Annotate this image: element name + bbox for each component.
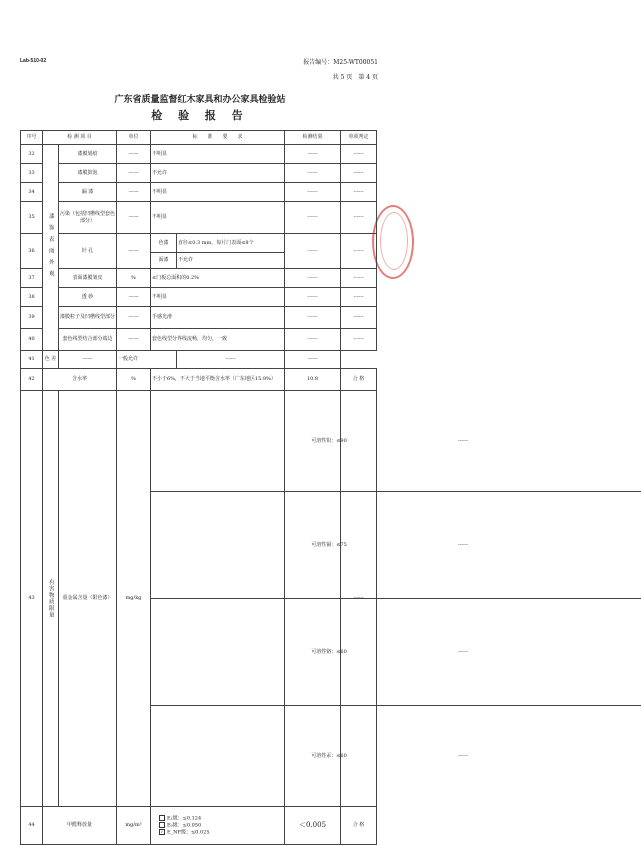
report-number: 报告编号：M25-WT00051 <box>303 59 378 66</box>
row-number: 44 <box>21 807 43 845</box>
row-number: 41 <box>21 351 43 369</box>
result: ------ <box>285 288 341 307</box>
item-name: 污染（包括凹槽线型套色部分） <box>59 202 117 234</box>
item-name: 套色线型结合部分端边 <box>59 329 117 351</box>
requirement: ≤门板总面积的0.2% <box>151 269 285 288</box>
requirement: 可溶性铅：≤90 <box>151 391 507 491</box>
checkbox-e0 <box>159 822 165 828</box>
judgement: ------ <box>341 288 377 307</box>
requirement: 不明显 <box>151 288 285 307</box>
table-row <box>21 164 377 183</box>
item-name: 色 差 <box>43 351 59 369</box>
result-list <box>285 391 469 807</box>
row-number: 35 <box>21 202 43 234</box>
judgement: ------ <box>341 145 377 164</box>
table-row <box>21 145 377 164</box>
unit: % <box>117 369 151 391</box>
result: ------ <box>285 491 641 598</box>
judgement: ------ <box>341 329 377 351</box>
judgement: ------ <box>341 391 377 807</box>
sub-item-color-paint: 色漆 <box>151 234 177 253</box>
result: ------ <box>285 307 341 329</box>
col-header-requirement: 标 准 要 求 <box>151 131 285 145</box>
requirement: 不明显 <box>151 183 285 202</box>
formaldehyde-grade-options <box>151 807 285 845</box>
table-row <box>21 202 377 234</box>
official-seal-inner <box>380 212 408 270</box>
table-row <box>21 391 377 807</box>
col-header-item: 检 测 项 目 <box>43 131 117 145</box>
unit: —— <box>59 351 117 369</box>
grade-option: E₁级：≤0.124 <box>167 815 202 822</box>
requirement: 可溶性铬：≤60 <box>151 598 507 705</box>
result: ------ <box>285 202 341 234</box>
inspection-table <box>20 130 469 836</box>
result: ------ <box>177 351 285 369</box>
unit: —— <box>117 202 151 234</box>
table-row <box>21 183 377 202</box>
unit: mg/m³ <box>117 807 151 845</box>
table-row <box>21 351 377 369</box>
table-row <box>21 807 377 845</box>
table-header-row <box>21 131 377 145</box>
result: ------ <box>285 145 341 164</box>
judgement: ------ <box>285 351 341 369</box>
table-row <box>21 329 377 351</box>
item-name: 漆膜鼓泡 <box>59 164 117 183</box>
report-title: 检 验 报 告 <box>151 109 249 122</box>
col-header-result: 检测结果 <box>285 131 341 145</box>
category-appearance: 漆饰表面外观 <box>43 145 59 351</box>
table-row <box>21 369 377 391</box>
checkbox-enf-checked <box>159 829 165 835</box>
row-number: 34 <box>21 183 43 202</box>
unit: % <box>117 269 151 288</box>
row-number: 39 <box>21 307 43 329</box>
grade-option: E₀级：≤0.050 <box>167 822 202 829</box>
result: ------ <box>285 598 641 705</box>
col-header-judgement: 单项判定 <box>341 131 377 145</box>
item-name: 透 砂 <box>59 288 117 307</box>
checkbox-e1 <box>159 815 165 821</box>
table-row <box>21 288 377 307</box>
judgement: ------ <box>341 234 377 269</box>
result: 10.8 <box>285 369 341 391</box>
row-number: 43 <box>21 391 43 807</box>
requirement: 手感光滑 <box>151 307 285 329</box>
table-row <box>21 269 377 288</box>
unit: —— <box>117 329 151 351</box>
item-name: 漆膜划痕 <box>59 145 117 164</box>
requirement: 可溶性镉：≤75 <box>151 491 507 598</box>
result: ------ <box>285 183 341 202</box>
judgement: ------ <box>341 202 377 234</box>
unit: —— <box>117 164 151 183</box>
result: ------ <box>285 234 341 269</box>
row-number: 37 <box>21 269 43 288</box>
requirement: 套色线型分界线流畅，均匀，一致 <box>151 329 285 351</box>
row-number: 42 <box>21 369 43 391</box>
table-row <box>21 234 377 253</box>
row-number: 36 <box>21 234 43 269</box>
result: ------ <box>285 164 341 183</box>
result: ------ <box>285 391 641 491</box>
item-name: 漏 漆 <box>59 183 117 202</box>
item-name: 含水率 <box>43 369 117 391</box>
result: ＜0.005 <box>285 807 341 845</box>
requirement: 不允许 <box>177 253 285 269</box>
judgement: ------ <box>341 269 377 288</box>
col-header-no: 序号 <box>21 131 43 145</box>
item-name: 针 孔 <box>59 234 117 269</box>
judgement: ------ <box>341 164 377 183</box>
unit: —— <box>117 288 151 307</box>
requirement: 不允许 <box>151 164 285 183</box>
requirement: 不明显 <box>151 202 285 234</box>
requirement: 不小于6%，不大于当地平衡含水率（广东地区15.9%） <box>151 369 285 391</box>
requirement-list <box>151 391 347 807</box>
judgement: 合 格 <box>341 369 377 391</box>
item-name: 漆膜粒子及凹槽线型部分 <box>59 307 117 329</box>
category-harmful-substances: 有害物质限量 <box>43 391 59 807</box>
requirement: 不明显 <box>151 145 285 164</box>
page-count: 共 5 页 第 4 页 <box>332 74 378 81</box>
sub-item-top-coat: 面漆 <box>151 253 177 269</box>
document-code: Lab-510-02 <box>20 58 47 64</box>
requirement: 一般允许 <box>117 351 177 369</box>
unit: —— <box>117 307 151 329</box>
report-meta <box>303 55 378 85</box>
requirement: 直径≤0.3 mm，每片门表面≤8个 <box>177 234 285 253</box>
unit: —— <box>117 145 151 164</box>
unit: —— <box>117 183 151 202</box>
unit: mg/kg <box>117 391 151 807</box>
requirement: 可溶性汞：≤60 <box>311 752 347 759</box>
unit: —— <box>117 234 151 269</box>
judgement: ------ <box>341 307 377 329</box>
item-name: 甲醛释放量 <box>43 807 117 845</box>
result: ------ <box>285 329 341 351</box>
judgement: 合 格 <box>341 807 377 845</box>
judgement: ------ <box>341 183 377 202</box>
item-name: 重金属含量（限色漆） <box>59 391 117 807</box>
row-number: 32 <box>21 145 43 164</box>
col-header-unit: 单位 <box>117 131 151 145</box>
row-number: 33 <box>21 164 43 183</box>
grade-option: E_NF级：≤0.025 <box>167 829 210 836</box>
table-row <box>21 307 377 329</box>
item-name: 表面漆膜皱皮 <box>59 269 117 288</box>
row-number: 38 <box>21 288 43 307</box>
organization-title: 广东省质量监督红木家具和办公家具检验站 <box>114 95 286 105</box>
row-number: 40 <box>21 329 43 351</box>
result: ------ <box>457 752 469 759</box>
result: ------ <box>285 269 341 288</box>
